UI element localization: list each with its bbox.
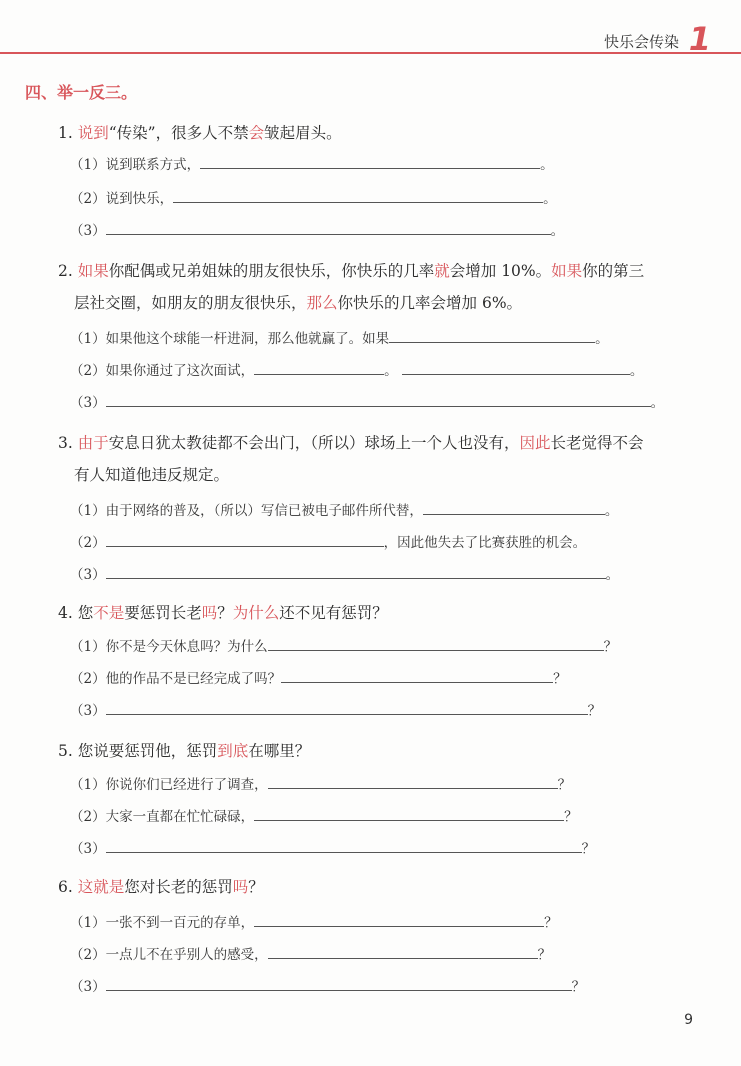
question-4: 4. 您不是要惩罚长老吗？为什么还不见有惩罚？ [58, 604, 388, 622]
q4-item-2: （2）他的作品不是已经完成了吗？ ？ [70, 666, 567, 686]
q1-item-3: （3） 。 [70, 218, 564, 238]
answer-blank[interactable] [268, 772, 558, 789]
answer-blank[interactable] [254, 804, 564, 821]
answer-blank[interactable] [106, 218, 551, 235]
header-rule [0, 52, 741, 54]
q4-item-3: （3） ？ [70, 698, 601, 718]
answer-blank[interactable] [389, 326, 595, 343]
lesson-number: 1 [688, 20, 711, 58]
answer-blank[interactable] [106, 562, 606, 579]
q2-item-2: （2）如果你通过了这次面试， 。 。 [70, 358, 643, 378]
answer-blank[interactable] [281, 666, 553, 683]
answer-blank[interactable] [254, 910, 544, 927]
q2-item-1: （1）如果他这个球能一杆进洞，那么他就赢了。如果 。 [70, 326, 609, 346]
lesson-title: 快乐会传染 [603, 33, 679, 51]
q4-item-1: （1）你不是今天休息吗？为什么 ？ [70, 634, 617, 654]
q5-item-3: （3） ？ [70, 836, 595, 856]
answer-blank[interactable] [106, 836, 582, 853]
question-2-line-1: 2. 如果你配偶或兄弟姐妹的朋友很快乐，你快乐的几率就会增加 10%。如果你的第三 [58, 262, 645, 280]
question-2-line-2: 层社交圈，如朋友的朋友很快乐，那么你快乐的几率会增加 6%。 [74, 294, 523, 312]
q5-item-2: （2）大家一直都在忙忙碌碌， ？ [70, 804, 578, 824]
q6-item-3: （3） ？ [70, 974, 585, 994]
question-6: 6. 这就是您对长老的惩罚吗？ [58, 878, 264, 896]
question-3-line-1: 3. 由于安息日犹太教徒都不会出门，（所以）球场上一个人也没有，因此长老觉得不会 [58, 434, 644, 452]
q6-item-1: （1）一张不到一百元的存单， ？ [70, 910, 558, 930]
answer-blank[interactable] [254, 358, 384, 375]
answer-blank[interactable] [268, 634, 604, 651]
answer-blank[interactable] [268, 942, 538, 959]
answer-blank[interactable] [106, 698, 588, 715]
answer-blank[interactable] [423, 498, 605, 515]
answer-blank[interactable] [173, 186, 543, 203]
q3-item-3: （3） 。 [70, 562, 619, 582]
question-1: 1. 说到“传染”，很多人不禁会皱起眉头。 [58, 124, 342, 142]
q3-item-1: （1）由于网络的普及，（所以）写信已被电子邮件所代替， 。 [70, 498, 618, 518]
q6-item-2: （2）一点儿不在乎别人的感受， ？ [70, 942, 551, 962]
q2-item-3: （3） 。 [70, 390, 664, 410]
answer-blank[interactable] [106, 974, 572, 991]
q1-item-1: （1）说到联系方式， 。 [70, 152, 554, 172]
q3-item-2: （2） ，因此他失去了比赛获胜的机会。 [70, 530, 586, 550]
answer-blank[interactable] [106, 530, 384, 547]
answer-blank[interactable] [106, 390, 651, 407]
question-3-line-2: 有人知道他违反规定。 [74, 466, 230, 484]
question-5: 5. 您说要惩罚他，惩罚到底在哪里？ [58, 742, 311, 760]
section-title: 四、举一反三。 [25, 83, 138, 102]
q5-item-1: （1）你说你们已经进行了调查， ？ [70, 772, 571, 792]
page-number: 9 [684, 1012, 693, 1028]
answer-blank[interactable] [200, 152, 540, 169]
q1-item-2: （2）说到快乐， 。 [70, 186, 557, 206]
answer-blank[interactable] [402, 358, 630, 375]
